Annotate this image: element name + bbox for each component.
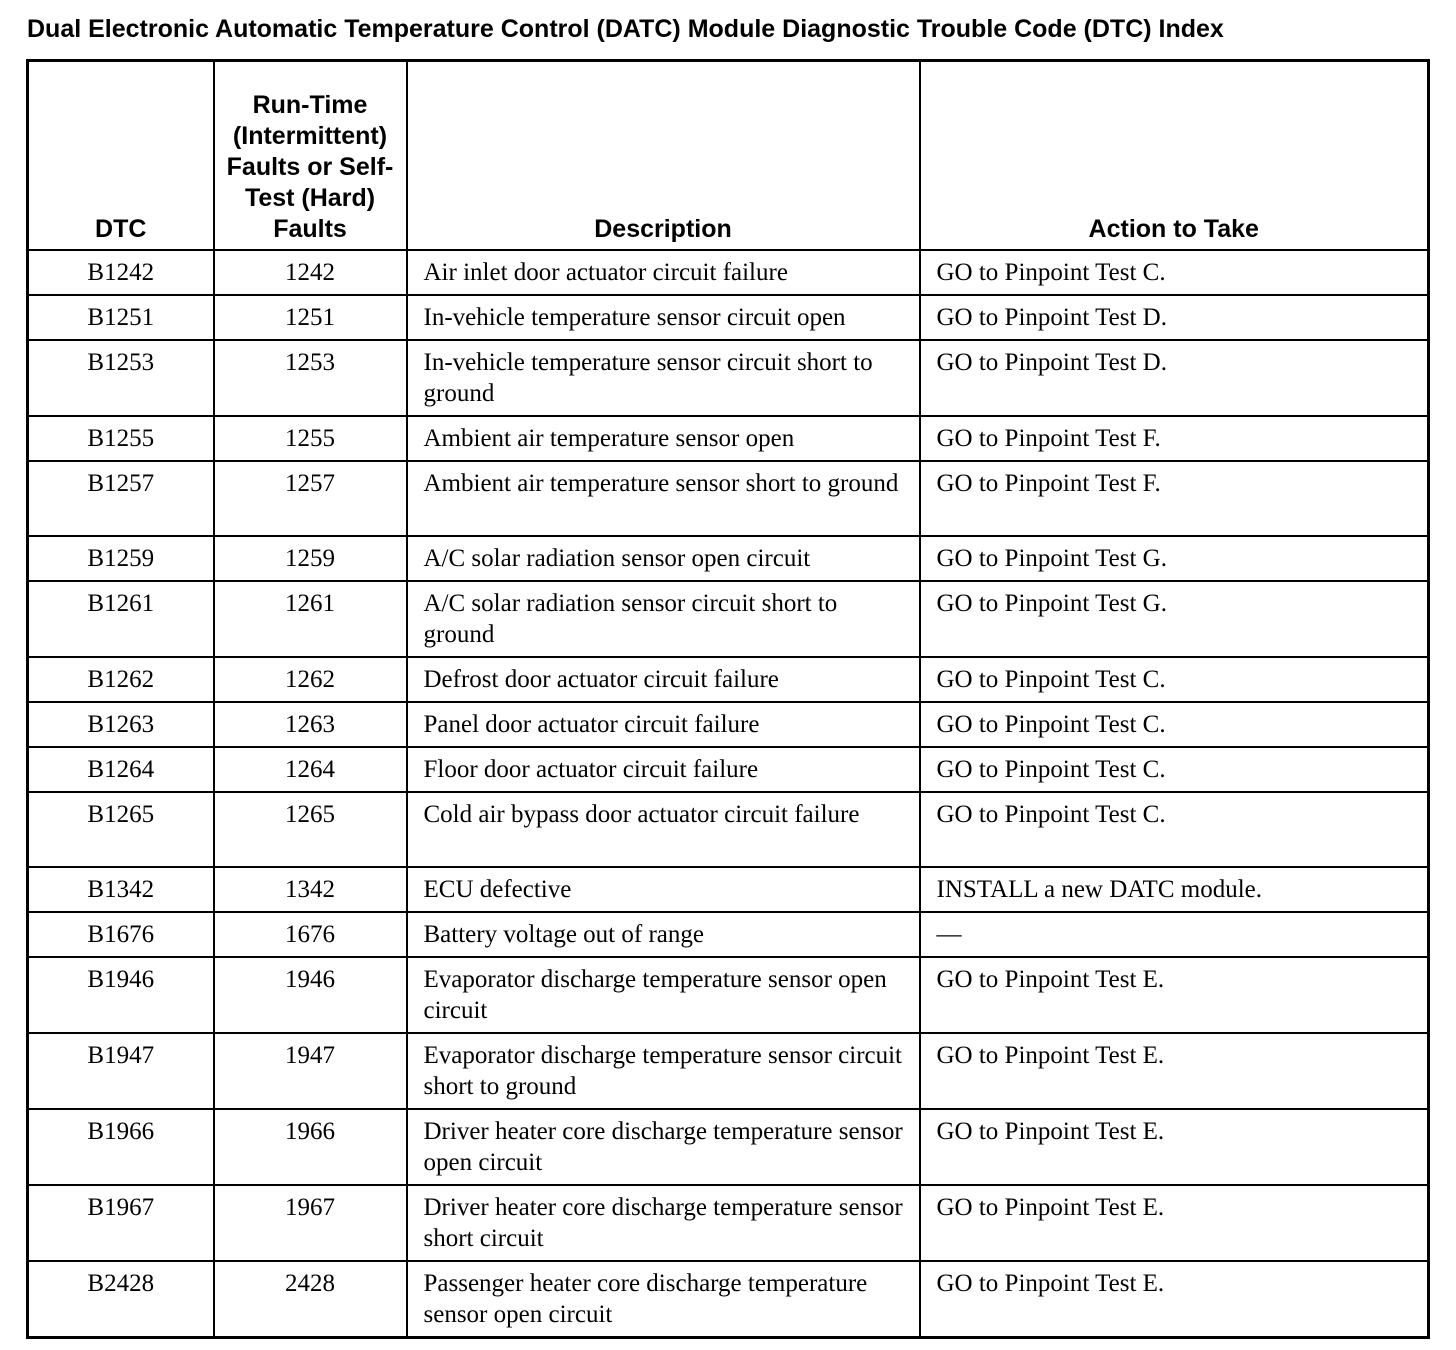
table-row [28,581,1429,657]
action-cell: GO to Pinpoint Test C. [920,702,1429,747]
table-row [28,657,1429,702]
description-cell: Ambient air temperature sensor short to ground [407,461,920,536]
dtc-cell: B1257 [28,461,214,536]
table-row [28,416,1429,461]
action-cell: GO to Pinpoint Test E. [920,957,1429,1033]
action-cell: GO to Pinpoint Test D. [920,295,1429,340]
action-cell: GO to Pinpoint Test G. [920,536,1429,581]
table-header [28,61,1429,250]
table-row [28,1185,1429,1261]
action-cell: GO to Pinpoint Test C. [920,747,1429,792]
dtc-cell: B1242 [28,250,214,295]
fault-code-cell: 1676 [214,912,407,957]
action-cell: — [920,912,1429,957]
action-cell: GO to Pinpoint Test F. [920,416,1429,461]
dtc-cell: B1265 [28,792,214,867]
description-cell: Passenger heater core discharge temperature sensor open circuit [407,1261,920,1338]
table-row [28,1261,1429,1338]
description-cell: Driver heater core discharge temperature sensor open circuit [407,1109,920,1185]
table-row [28,912,1429,957]
table-row [28,340,1429,416]
header-fault-type: Run-Time (Intermittent) Faults or Self-Test (Hard) Faults [214,61,407,250]
action-cell: INSTALL a new DATC module. [920,867,1429,912]
fault-code-cell: 1253 [214,340,407,416]
fault-code-cell: 1264 [214,747,407,792]
table-row [28,867,1429,912]
dtc-cell: B1251 [28,295,214,340]
description-cell: In-vehicle temperature sensor circuit short to ground [407,340,920,416]
header-row [28,61,1429,250]
action-cell: GO to Pinpoint Test C. [920,250,1429,295]
dtc-cell: B2428 [28,1261,214,1338]
description-cell: Evaporator discharge temperature sensor circuit short to ground [407,1033,920,1109]
description-cell: In-vehicle temperature sensor circuit open [407,295,920,340]
action-cell: GO to Pinpoint Test G. [920,581,1429,657]
table-row [28,295,1429,340]
fault-code-cell: 1967 [214,1185,407,1261]
description-cell: Floor door actuator circuit failure [407,747,920,792]
table-row [28,702,1429,747]
table-row [28,1109,1429,1185]
dtc-cell: B1967 [28,1185,214,1261]
action-cell: GO to Pinpoint Test E. [920,1261,1429,1338]
dtc-cell: B1966 [28,1109,214,1185]
table-row [28,1033,1429,1109]
dtc-cell: B1342 [28,867,214,912]
fault-code-cell: 1257 [214,461,407,536]
table-row [28,792,1429,867]
dtc-cell: B1259 [28,536,214,581]
action-cell: GO to Pinpoint Test D. [920,340,1429,416]
description-cell: Defrost door actuator circuit failure [407,657,920,702]
fault-code-cell: 1251 [214,295,407,340]
fault-code-cell: 1342 [214,867,407,912]
fault-code-cell: 1966 [214,1109,407,1185]
header-action: Action to Take [920,61,1429,250]
action-cell: GO to Pinpoint Test E. [920,1185,1429,1261]
fault-code-cell: 1263 [214,702,407,747]
description-cell: Air inlet door actuator circuit failure [407,250,920,295]
header-description: Description [407,61,920,250]
description-cell: Battery voltage out of range [407,912,920,957]
fault-code-cell: 1265 [214,792,407,867]
description-cell: Driver heater core discharge temperature sensor short circuit [407,1185,920,1261]
table-row [28,957,1429,1033]
dtc-cell: B1676 [28,912,214,957]
action-cell: GO to Pinpoint Test E. [920,1033,1429,1109]
dtc-index-table [26,59,1430,1339]
dtc-cell: B1947 [28,1033,214,1109]
dtc-cell: B1261 [28,581,214,657]
fault-code-cell: 1255 [214,416,407,461]
action-cell: GO to Pinpoint Test C. [920,657,1429,702]
header-dtc: DTC [28,61,214,250]
fault-code-cell: 1262 [214,657,407,702]
fault-code-cell: 2428 [214,1261,407,1338]
description-cell: A/C solar radiation sensor circuit short to ground [407,581,920,657]
dtc-cell: B1264 [28,747,214,792]
dtc-cell: B1262 [28,657,214,702]
action-cell: GO to Pinpoint Test C. [920,792,1429,867]
fault-code-cell: 1947 [214,1033,407,1109]
fault-code-cell: 1259 [214,536,407,581]
fault-code-cell: 1242 [214,250,407,295]
description-cell: ECU defective [407,867,920,912]
fault-code-cell: 1946 [214,957,407,1033]
description-cell: Evaporator discharge temperature sensor open circuit [407,957,920,1033]
fault-code-cell: 1261 [214,581,407,657]
dtc-cell: B1263 [28,702,214,747]
dtc-cell: B1255 [28,416,214,461]
table-body [28,250,1429,1338]
description-cell: Cold air bypass door actuator circuit failure [407,792,920,867]
action-cell: GO to Pinpoint Test E. [920,1109,1429,1185]
description-cell: A/C solar radiation sensor open circuit [407,536,920,581]
page-title: Dual Electronic Automatic Temperature Control (DATC) Module Diagnostic Trouble Code (DTC) Index [27,15,1224,43]
table-row [28,747,1429,792]
action-cell: GO to Pinpoint Test F. [920,461,1429,536]
dtc-cell: B1253 [28,340,214,416]
table-row [28,536,1429,581]
dtc-cell: B1946 [28,957,214,1033]
table-row [28,461,1429,536]
description-cell: Ambient air temperature sensor open [407,416,920,461]
description-cell: Panel door actuator circuit failure [407,702,920,747]
table-row [28,250,1429,295]
